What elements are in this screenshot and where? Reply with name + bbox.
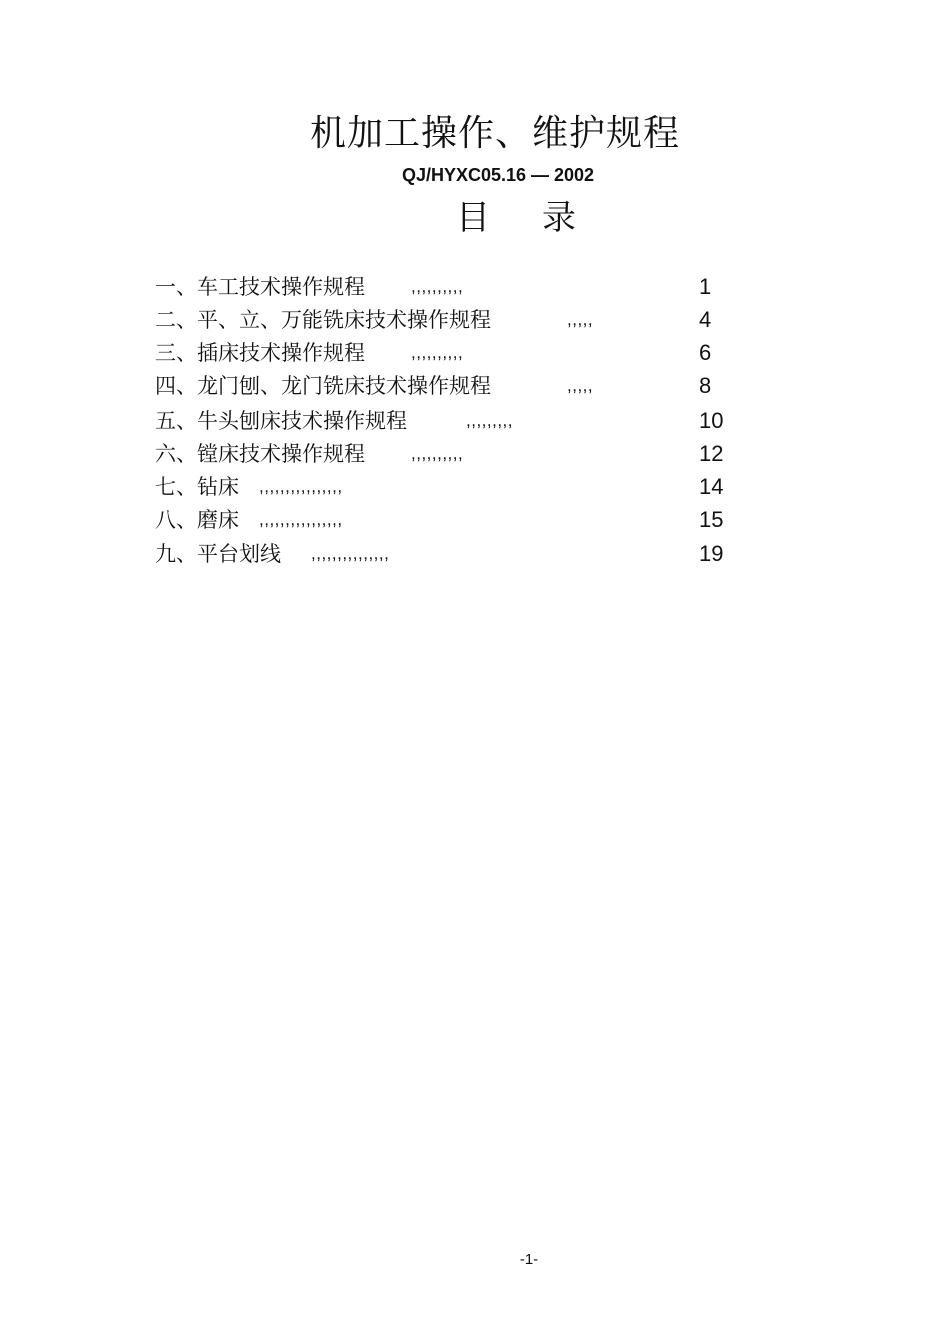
toc-entry-leader: ,,,,,,,,,,	[411, 277, 464, 296]
toc-entry[interactable]	[155, 337, 735, 369]
toc-entry-title: 二、平、立、万能铣床技术操作规程	[155, 308, 491, 332]
toc-entry-page: 15	[699, 507, 724, 532]
toc-entry-page: 10	[699, 408, 724, 433]
toc-entry-title: 五、牛头刨床技术操作规程	[155, 409, 407, 433]
toc-entry-leader: ,,,,,,,,,,	[411, 343, 464, 362]
toc-entry[interactable]	[155, 504, 735, 536]
toc-entry-leader: ,,,,,	[567, 376, 594, 395]
document-title: 机加工操作、维护规程	[309, 113, 680, 154]
toc-entry[interactable]	[155, 271, 735, 303]
toc-entry[interactable]	[155, 405, 735, 437]
toc-entry-title: 四、龙门刨、龙门铣床技术操作规程	[155, 374, 491, 398]
toc-entry[interactable]	[155, 471, 735, 503]
toc-entry-page: 12	[699, 441, 724, 466]
toc-entry-page: 6	[699, 340, 712, 365]
toc-entry-leader: ,,,,,,,,,	[466, 411, 514, 430]
toc-entry-leader: ,,,,,,,,,,	[411, 444, 464, 463]
toc-entry-title: 一、车工技术操作规程	[155, 275, 365, 299]
toc-entry-page: 4	[699, 307, 712, 332]
page-number: -1-	[519, 1251, 539, 1268]
toc-entry-leader: ,,,,,,,,,,,,,,,	[311, 544, 390, 563]
toc-entry-title: 八、磨床	[155, 508, 239, 532]
toc-entry[interactable]	[155, 370, 735, 402]
toc-entry-leader: ,,,,,,,,,,,,,,,,	[259, 477, 343, 496]
toc-entry[interactable]	[155, 304, 735, 336]
table-of-contents	[0, 0, 950, 600]
toc-entry-title: 九、平台划线	[155, 542, 281, 566]
toc-entry-page: 19	[699, 541, 724, 566]
toc-entry-page: 1	[699, 274, 712, 299]
toc-entry-leader: ,,,,,,,,,,,,,,,,	[259, 510, 343, 529]
document-code: QJ/HYXC05.16 — 2002	[401, 165, 595, 185]
toc-entry-leader: ,,,,,	[567, 310, 594, 329]
toc-entry[interactable]	[155, 538, 735, 570]
toc-entry[interactable]	[155, 438, 735, 470]
toc-entry-title: 六、镗床技术操作规程	[155, 442, 365, 466]
toc-entry-page: 8	[699, 373, 712, 398]
toc-entry-title: 三、插床技术操作规程	[155, 341, 365, 365]
toc-heading: 目录	[456, 198, 628, 238]
toc-entry-page: 14	[699, 474, 724, 499]
toc-entry-title: 七、钻床	[155, 475, 239, 499]
